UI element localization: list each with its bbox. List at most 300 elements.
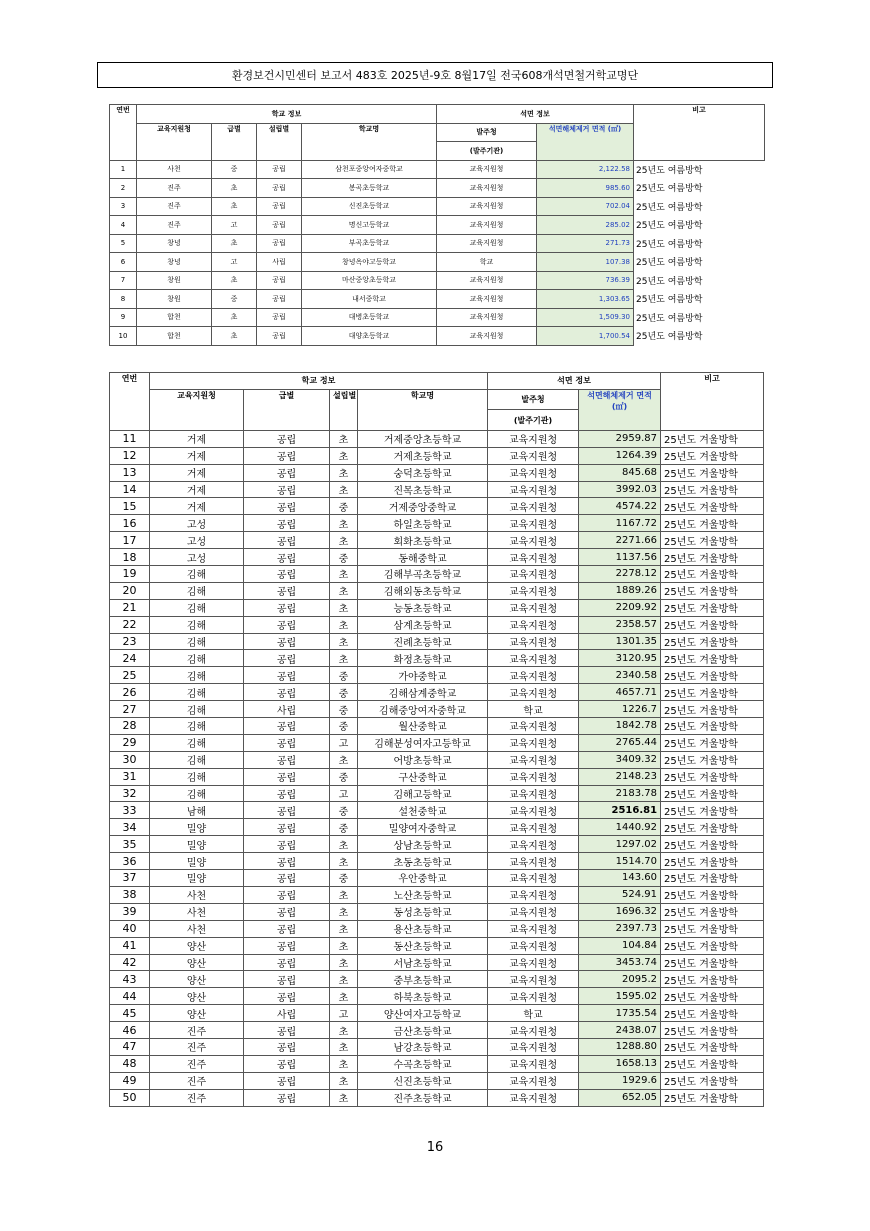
table-row bbox=[110, 197, 765, 216]
header-row bbox=[110, 105, 765, 124]
table-row bbox=[110, 988, 764, 1005]
note: 25년도 겨울방학 bbox=[661, 447, 764, 464]
asbestos-area: 104.84 bbox=[579, 937, 661, 954]
client-agency: 교육지원청 bbox=[488, 903, 579, 920]
establishment-type: 초 bbox=[330, 515, 358, 532]
asbestos-area: 107.38 bbox=[537, 253, 634, 272]
establishment-type: 공립 bbox=[257, 327, 302, 346]
note: 25년도 겨울방학 bbox=[661, 582, 764, 599]
client-agency: 교육지원청 bbox=[437, 327, 537, 346]
school-name: 봉곡초등학교 bbox=[302, 179, 437, 198]
report-title: 환경보건시민센터 보고서 483호 2025년-9호 8월17일 전국608개석면철거학교명단 bbox=[97, 62, 773, 88]
header-type: 설립별 bbox=[257, 123, 302, 160]
establishment-type: 중 bbox=[330, 667, 358, 684]
client-agency: 교육지원청 bbox=[488, 768, 579, 785]
row-number: 39 bbox=[110, 903, 150, 920]
education-office: 김해 bbox=[150, 701, 244, 718]
client-agency: 교육지원청 bbox=[488, 1089, 579, 1106]
establishment-type: 중 bbox=[330, 802, 358, 819]
school-level: 공립 bbox=[244, 650, 330, 667]
header-asbestos-info: 석면 정보 bbox=[488, 373, 661, 390]
establishment-type: 초 bbox=[330, 836, 358, 853]
client-agency: 교육지원청 bbox=[488, 633, 579, 650]
school-level: 공립 bbox=[244, 1055, 330, 1072]
table-row bbox=[110, 650, 764, 667]
client-agency: 교육지원청 bbox=[488, 464, 579, 481]
school-level: 공립 bbox=[244, 751, 330, 768]
asbestos-area: 2271.66 bbox=[579, 532, 661, 549]
establishment-type: 초 bbox=[330, 853, 358, 870]
note: 25년도 겨울방학 bbox=[661, 971, 764, 988]
header-school: 학교명 bbox=[358, 389, 488, 430]
school-name: 진주초등학교 bbox=[358, 1089, 488, 1106]
asbestos-area: 1288.80 bbox=[579, 1038, 661, 1055]
table-row bbox=[110, 734, 764, 751]
education-office: 양산 bbox=[150, 988, 244, 1005]
row-number: 12 bbox=[110, 447, 150, 464]
school-name: 중부초등학교 bbox=[358, 971, 488, 988]
row-number: 11 bbox=[110, 430, 150, 447]
establishment-type: 초 bbox=[330, 1022, 358, 1039]
school-name: 회화초등학교 bbox=[358, 532, 488, 549]
client-agency: 학교 bbox=[437, 253, 537, 272]
client-agency: 교육지원청 bbox=[437, 290, 537, 309]
school-name: 김해중앙여자중학교 bbox=[358, 701, 488, 718]
establishment-type: 초 bbox=[330, 532, 358, 549]
note: 25년도 겨울방학 bbox=[661, 988, 764, 1005]
school-name: 신진초등학교 bbox=[358, 1072, 488, 1089]
school-name: 금산초등학교 bbox=[358, 1022, 488, 1039]
education-office: 고성 bbox=[150, 532, 244, 549]
education-office: 김해 bbox=[150, 768, 244, 785]
education-office: 진주 bbox=[150, 1038, 244, 1055]
school-level: 공립 bbox=[244, 1072, 330, 1089]
school-level: 사립 bbox=[244, 701, 330, 718]
client-agency: 교육지원청 bbox=[488, 430, 579, 447]
note: 25년도 겨울방학 bbox=[661, 751, 764, 768]
school-name: 밀양여자중학교 bbox=[358, 819, 488, 836]
header-office: 교육지원청 bbox=[137, 123, 212, 160]
school-level: 공립 bbox=[244, 819, 330, 836]
note: 25년도 여름방학 bbox=[636, 184, 703, 195]
table-row bbox=[110, 290, 765, 309]
asbestos-area: 2095.2 bbox=[579, 971, 661, 988]
note: 25년도 겨울방학 bbox=[661, 667, 764, 684]
school-table-winter bbox=[109, 372, 764, 1107]
establishment-type: 공립 bbox=[257, 197, 302, 216]
school-name: 김해고등학교 bbox=[358, 785, 488, 802]
row-number: 15 bbox=[110, 498, 150, 515]
note: 25년도 겨울방학 bbox=[661, 616, 764, 633]
establishment-type: 초 bbox=[330, 481, 358, 498]
education-office: 거제 bbox=[150, 464, 244, 481]
asbestos-area: 2,122.58 bbox=[537, 160, 634, 179]
table-row bbox=[110, 633, 764, 650]
establishment-type: 초 bbox=[330, 1055, 358, 1072]
asbestos-area: 652.05 bbox=[579, 1089, 661, 1106]
establishment-type: 초 bbox=[330, 599, 358, 616]
row-number: 8 bbox=[110, 290, 137, 309]
school-name: 진목초등학교 bbox=[358, 481, 488, 498]
education-office: 남해 bbox=[150, 802, 244, 819]
table-row bbox=[110, 971, 764, 988]
school-level: 공립 bbox=[244, 599, 330, 616]
note: 25년도 겨울방학 bbox=[661, 718, 764, 735]
asbestos-area: 271.73 bbox=[537, 234, 634, 253]
establishment-type: 중 bbox=[330, 701, 358, 718]
school-level: 공립 bbox=[244, 1038, 330, 1055]
establishment-type: 초 bbox=[330, 954, 358, 971]
header-school-info: 학교 정보 bbox=[150, 373, 488, 390]
establishment-type: 초 bbox=[330, 616, 358, 633]
asbestos-area: 3453.74 bbox=[579, 954, 661, 971]
school-level: 공립 bbox=[244, 734, 330, 751]
education-office: 김해 bbox=[150, 582, 244, 599]
asbestos-area: 1301.35 bbox=[579, 633, 661, 650]
note: 25년도 겨울방학 bbox=[661, 1022, 764, 1039]
row-number: 16 bbox=[110, 515, 150, 532]
education-office: 합천 bbox=[137, 327, 212, 346]
establishment-type: 고 bbox=[330, 1005, 358, 1022]
asbestos-area: 2397.73 bbox=[579, 920, 661, 937]
note: 25년도 겨울방학 bbox=[661, 920, 764, 937]
row-number: 26 bbox=[110, 684, 150, 701]
row-number: 6 bbox=[110, 253, 137, 272]
table-row bbox=[110, 1005, 764, 1022]
school-level: 초 bbox=[212, 308, 257, 327]
table-row bbox=[110, 308, 765, 327]
education-office: 김해 bbox=[150, 599, 244, 616]
table-row bbox=[110, 1038, 764, 1055]
school-level: 공립 bbox=[244, 853, 330, 870]
school-name: 월산중학교 bbox=[358, 718, 488, 735]
row-number: 49 bbox=[110, 1072, 150, 1089]
education-office: 진주 bbox=[150, 1055, 244, 1072]
row-number: 45 bbox=[110, 1005, 150, 1022]
asbestos-area: 1,509.30 bbox=[537, 308, 634, 327]
school-name: 김해부곡초등학교 bbox=[358, 566, 488, 583]
client-agency: 교육지원청 bbox=[488, 447, 579, 464]
education-office: 진주 bbox=[150, 1089, 244, 1106]
asbestos-area: 143.60 bbox=[579, 870, 661, 887]
header-row bbox=[110, 373, 764, 390]
establishment-type: 공립 bbox=[257, 160, 302, 179]
table-row bbox=[110, 327, 765, 346]
asbestos-area: 1167.72 bbox=[579, 515, 661, 532]
education-office: 김해 bbox=[150, 785, 244, 802]
note: 25년도 겨울방학 bbox=[661, 819, 764, 836]
row-number: 27 bbox=[110, 701, 150, 718]
asbestos-area: 2183.78 bbox=[579, 785, 661, 802]
asbestos-area: 2278.12 bbox=[579, 566, 661, 583]
table-row bbox=[110, 566, 764, 583]
table-row bbox=[110, 582, 764, 599]
establishment-type: 공립 bbox=[257, 234, 302, 253]
school-name: 남강초등학교 bbox=[358, 1038, 488, 1055]
asbestos-area: 1226.7 bbox=[579, 701, 661, 718]
establishment-type: 공립 bbox=[257, 271, 302, 290]
client-agency: 교육지원청 bbox=[437, 271, 537, 290]
table-row bbox=[110, 234, 765, 253]
education-office: 진주 bbox=[137, 179, 212, 198]
row-number: 17 bbox=[110, 532, 150, 549]
table-row bbox=[110, 430, 764, 447]
school-name: 노산초등학교 bbox=[358, 886, 488, 903]
table-row bbox=[110, 903, 764, 920]
school-name: 서남초등학교 bbox=[358, 954, 488, 971]
asbestos-area: 985.60 bbox=[537, 179, 634, 198]
table-row bbox=[110, 498, 764, 515]
school-level: 공립 bbox=[244, 937, 330, 954]
row-number: 28 bbox=[110, 718, 150, 735]
client-agency: 교육지원청 bbox=[488, 886, 579, 903]
note: 25년도 겨울방학 bbox=[661, 566, 764, 583]
school-name: 부곡초등학교 bbox=[302, 234, 437, 253]
client-agency: 학교 bbox=[488, 701, 579, 718]
row-number: 48 bbox=[110, 1055, 150, 1072]
asbestos-area: 3120.95 bbox=[579, 650, 661, 667]
asbestos-area: 4657.71 bbox=[579, 684, 661, 701]
note: 25년도 여름방학 bbox=[636, 332, 703, 343]
header-note: 비고 bbox=[661, 373, 764, 431]
education-office: 밀양 bbox=[150, 853, 244, 870]
establishment-type: 초 bbox=[330, 447, 358, 464]
school-name: 하일초등학교 bbox=[358, 515, 488, 532]
establishment-type: 초 bbox=[330, 1089, 358, 1106]
asbestos-area: 1929.6 bbox=[579, 1072, 661, 1089]
row-number: 33 bbox=[110, 802, 150, 819]
establishment-type: 초 bbox=[330, 1038, 358, 1055]
table-row bbox=[110, 599, 764, 616]
client-agency: 교육지원청 bbox=[488, 870, 579, 887]
row-number: 47 bbox=[110, 1038, 150, 1055]
school-name: 숭덕초등학교 bbox=[358, 464, 488, 481]
row-number: 21 bbox=[110, 599, 150, 616]
asbestos-area: 2340.58 bbox=[579, 667, 661, 684]
asbestos-area: 1440.92 bbox=[579, 819, 661, 836]
client-agency: 교육지원청 bbox=[488, 853, 579, 870]
row-number: 32 bbox=[110, 785, 150, 802]
education-office: 밀양 bbox=[150, 819, 244, 836]
table-row bbox=[110, 785, 764, 802]
table-row bbox=[110, 751, 764, 768]
asbestos-area: 3409.32 bbox=[579, 751, 661, 768]
row-number: 35 bbox=[110, 836, 150, 853]
education-office: 김해 bbox=[150, 616, 244, 633]
row-number: 24 bbox=[110, 650, 150, 667]
asbestos-area: 2516.81 bbox=[579, 802, 661, 819]
table-row bbox=[110, 1089, 764, 1106]
school-name: 설천중학교 bbox=[358, 802, 488, 819]
education-office: 합천 bbox=[137, 308, 212, 327]
client-agency: 교육지원청 bbox=[488, 481, 579, 498]
education-office: 양산 bbox=[150, 971, 244, 988]
school-name: 하북초등학교 bbox=[358, 988, 488, 1005]
school-level: 공립 bbox=[244, 971, 330, 988]
note: 25년도 겨울방학 bbox=[661, 768, 764, 785]
header-client: 발주청 bbox=[437, 123, 537, 142]
school-name: 대병초등학교 bbox=[302, 308, 437, 327]
school-name: 거제중앙중학교 bbox=[358, 498, 488, 515]
education-office: 김해 bbox=[150, 650, 244, 667]
asbestos-area: 1264.39 bbox=[579, 447, 661, 464]
table-row bbox=[110, 616, 764, 633]
education-office: 밀양 bbox=[150, 870, 244, 887]
client-agency: 교육지원청 bbox=[488, 734, 579, 751]
header-area: 석면해체제거 면적 (㎡) bbox=[537, 123, 634, 160]
establishment-type: 사립 bbox=[257, 253, 302, 272]
establishment-type: 초 bbox=[330, 650, 358, 667]
school-level: 공립 bbox=[244, 582, 330, 599]
client-agency: 교육지원청 bbox=[488, 751, 579, 768]
education-office: 사천 bbox=[150, 903, 244, 920]
establishment-type: 공립 bbox=[257, 179, 302, 198]
education-office: 양산 bbox=[150, 937, 244, 954]
asbestos-area: 2765.44 bbox=[579, 734, 661, 751]
client-agency: 교육지원청 bbox=[437, 234, 537, 253]
school-name: 김해삼계중학교 bbox=[358, 684, 488, 701]
row-number: 13 bbox=[110, 464, 150, 481]
education-office: 밀양 bbox=[150, 836, 244, 853]
education-office: 김해 bbox=[150, 667, 244, 684]
school-name: 동산초등학교 bbox=[358, 937, 488, 954]
asbestos-area: 1735.54 bbox=[579, 1005, 661, 1022]
school-level: 공립 bbox=[244, 1089, 330, 1106]
school-name: 명신고등학교 bbox=[302, 216, 437, 235]
note: 25년도 겨울방학 bbox=[661, 701, 764, 718]
school-level: 공립 bbox=[244, 954, 330, 971]
note: 25년도 겨울방학 bbox=[661, 734, 764, 751]
school-level: 초 bbox=[212, 234, 257, 253]
client-agency: 교육지원청 bbox=[488, 1072, 579, 1089]
education-office: 거제 bbox=[150, 498, 244, 515]
client-agency: 교육지원청 bbox=[488, 937, 579, 954]
client-agency: 교육지원청 bbox=[488, 599, 579, 616]
asbestos-area: 4574.22 bbox=[579, 498, 661, 515]
school-level: 공립 bbox=[244, 684, 330, 701]
school-name: 신진초등학교 bbox=[302, 197, 437, 216]
header-no: 연번 bbox=[110, 105, 137, 161]
establishment-type: 중 bbox=[330, 549, 358, 566]
table-row bbox=[110, 253, 765, 272]
header-school-info: 학교 정보 bbox=[137, 105, 437, 124]
school-level: 사립 bbox=[244, 1005, 330, 1022]
school-level: 공립 bbox=[244, 870, 330, 887]
school-level: 공립 bbox=[244, 920, 330, 937]
row-number: 43 bbox=[110, 971, 150, 988]
header-asbestos-info: 석면 정보 bbox=[437, 105, 634, 124]
school-level: 초 bbox=[212, 327, 257, 346]
client-agency: 교육지원청 bbox=[488, 718, 579, 735]
note: 25년도 여름방학 bbox=[636, 295, 703, 306]
school-level: 공립 bbox=[244, 633, 330, 650]
header-no: 연번 bbox=[110, 373, 150, 431]
school-level: 공립 bbox=[244, 903, 330, 920]
school-name: 용산초등학교 bbox=[358, 920, 488, 937]
establishment-type: 초 bbox=[330, 937, 358, 954]
table-row bbox=[110, 937, 764, 954]
table-row bbox=[110, 886, 764, 903]
note: 25년도 겨울방학 bbox=[661, 549, 764, 566]
school-table-summer bbox=[109, 104, 765, 346]
row-number: 46 bbox=[110, 1022, 150, 1039]
education-office: 진주 bbox=[137, 216, 212, 235]
asbestos-area: 2358.57 bbox=[579, 616, 661, 633]
establishment-type: 초 bbox=[330, 566, 358, 583]
school-name: 수곡초등학교 bbox=[358, 1055, 488, 1072]
row-number: 29 bbox=[110, 734, 150, 751]
row-number: 42 bbox=[110, 954, 150, 971]
establishment-type: 초 bbox=[330, 1072, 358, 1089]
client-agency: 교육지원청 bbox=[488, 1038, 579, 1055]
school-name: 내서중학교 bbox=[302, 290, 437, 309]
table-row bbox=[110, 160, 765, 179]
school-name: 진례초등학교 bbox=[358, 633, 488, 650]
school-level: 공립 bbox=[244, 464, 330, 481]
education-office: 김해 bbox=[150, 684, 244, 701]
row-number: 2 bbox=[110, 179, 137, 198]
client-agency: 교육지원청 bbox=[488, 650, 579, 667]
school-name: 능동초등학교 bbox=[358, 599, 488, 616]
client-agency: 교육지원청 bbox=[437, 216, 537, 235]
asbestos-area: 1696.32 bbox=[579, 903, 661, 920]
asbestos-area: 285.02 bbox=[537, 216, 634, 235]
row-number: 23 bbox=[110, 633, 150, 650]
row-number: 9 bbox=[110, 308, 137, 327]
note: 25년도 겨울방학 bbox=[661, 937, 764, 954]
establishment-type: 초 bbox=[330, 988, 358, 1005]
school-name: 가야중학교 bbox=[358, 667, 488, 684]
asbestos-area: 1,303.65 bbox=[537, 290, 634, 309]
note: 25년도 여름방학 bbox=[636, 313, 703, 324]
client-agency: 교육지원청 bbox=[488, 954, 579, 971]
school-level: 초 bbox=[212, 197, 257, 216]
asbestos-area: 3992.03 bbox=[579, 481, 661, 498]
client-agency: 교육지원청 bbox=[437, 160, 537, 179]
client-agency: 교육지원청 bbox=[488, 566, 579, 583]
note: 25년도 겨울방학 bbox=[661, 430, 764, 447]
header-client: 발주청 bbox=[488, 389, 579, 410]
row-number: 10 bbox=[110, 327, 137, 346]
education-office: 김해 bbox=[150, 751, 244, 768]
row-number: 31 bbox=[110, 768, 150, 785]
client-agency: 교육지원청 bbox=[488, 684, 579, 701]
note: 25년도 겨울방학 bbox=[661, 886, 764, 903]
education-office: 김해 bbox=[150, 566, 244, 583]
client-agency: 교육지원청 bbox=[437, 197, 537, 216]
school-level: 공립 bbox=[244, 549, 330, 566]
note: 25년도 겨울방학 bbox=[661, 1005, 764, 1022]
note: 25년도 여름방학 bbox=[636, 239, 703, 250]
school-level: 공립 bbox=[244, 447, 330, 464]
table-row bbox=[110, 667, 764, 684]
note: 25년도 여름방학 bbox=[636, 221, 703, 232]
header-level: 급별 bbox=[212, 123, 257, 160]
table-row bbox=[110, 954, 764, 971]
establishment-type: 중 bbox=[330, 718, 358, 735]
establishment-type: 초 bbox=[330, 582, 358, 599]
asbestos-area: 2959.87 bbox=[579, 430, 661, 447]
row-number: 40 bbox=[110, 920, 150, 937]
school-name: 화정초등학교 bbox=[358, 650, 488, 667]
table-row bbox=[110, 853, 764, 870]
client-agency: 교육지원청 bbox=[488, 988, 579, 1005]
establishment-type: 초 bbox=[330, 971, 358, 988]
school-level: 공립 bbox=[244, 785, 330, 802]
school-level: 고 bbox=[212, 216, 257, 235]
note: 25년도 겨울방학 bbox=[661, 785, 764, 802]
school-name: 창녕옥야고등학교 bbox=[302, 253, 437, 272]
